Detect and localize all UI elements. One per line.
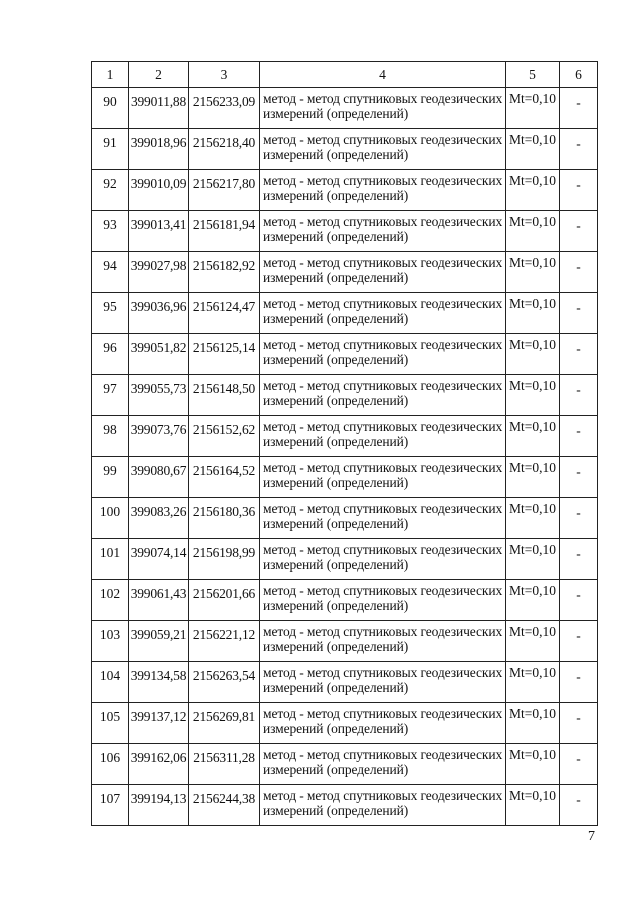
y-coordinate-cell: 2156148,50 (189, 375, 260, 416)
method-cell (260, 334, 506, 375)
y-coordinate-cell: 2156124,47 (189, 293, 260, 334)
method-text-line-1: метод - метод спутниковых геодезических (263, 255, 503, 270)
x-coordinate-cell: 399011,88 (129, 88, 189, 129)
accuracy-cell: Mt=0,10 (506, 785, 560, 826)
x-coordinate-cell: 399059,21 (129, 621, 189, 662)
point-number-cell: 93 (92, 211, 129, 252)
y-coordinate-cell: 2156152,62 (189, 416, 260, 457)
column-header-4: 4 (260, 62, 506, 88)
method-text-line-2: измерений (определений) (263, 311, 409, 326)
method-cell (260, 539, 506, 580)
method-cell (260, 498, 506, 539)
note-cell: - (560, 785, 598, 826)
method-text-line-2: измерений (определений) (263, 352, 409, 367)
page-number: 7 (588, 829, 595, 844)
point-number-cell: 91 (92, 129, 129, 170)
accuracy-cell: Mt=0,10 (506, 293, 560, 334)
note-cell: - (560, 621, 598, 662)
method-text-line-2: измерений (определений) (263, 434, 409, 449)
note-cell: - (560, 334, 598, 375)
method-text-line-1: метод - метод спутниковых геодезических (263, 665, 503, 680)
table-row (92, 744, 598, 785)
coordinates-table (91, 61, 598, 826)
method-text-line-1: метод - метод спутниковых геодезических (263, 747, 503, 762)
method-cell (260, 252, 506, 293)
method-text-line-1: метод - метод спутниковых геодезических (263, 583, 503, 598)
point-number-cell: 98 (92, 416, 129, 457)
accuracy-cell: Mt=0,10 (506, 170, 560, 211)
y-coordinate-cell: 2156198,99 (189, 539, 260, 580)
method-text-line-1: метод - метод спутниковых геодезических (263, 296, 503, 311)
method-cell (260, 662, 506, 703)
x-coordinate-cell: 399018,96 (129, 129, 189, 170)
note-cell: - (560, 211, 598, 252)
y-coordinate-cell: 2156221,12 (189, 621, 260, 662)
table-row (92, 662, 598, 703)
x-coordinate-cell: 399055,73 (129, 375, 189, 416)
point-number-cell: 103 (92, 621, 129, 662)
method-text-line-1: метод - метод спутниковых геодезических (263, 706, 503, 721)
table-row (92, 703, 598, 744)
table-row (92, 498, 598, 539)
y-coordinate-cell: 2156180,36 (189, 498, 260, 539)
accuracy-cell: Mt=0,10 (506, 662, 560, 703)
method-cell (260, 621, 506, 662)
method-text-line-2: измерений (определений) (263, 598, 409, 613)
method-cell (260, 580, 506, 621)
x-coordinate-cell: 399013,41 (129, 211, 189, 252)
method-text-line-2: измерений (определений) (263, 475, 409, 490)
method-text-line-2: измерений (определений) (263, 270, 409, 285)
note-cell: - (560, 170, 598, 211)
y-coordinate-cell: 2156181,94 (189, 211, 260, 252)
y-coordinate-cell: 2156217,80 (189, 170, 260, 211)
method-cell (260, 88, 506, 129)
y-coordinate-cell: 2156125,14 (189, 334, 260, 375)
note-cell: - (560, 129, 598, 170)
table-row (92, 785, 598, 826)
point-number-cell: 100 (92, 498, 129, 539)
point-number-cell: 95 (92, 293, 129, 334)
point-number-cell: 101 (92, 539, 129, 580)
accuracy-cell: Mt=0,10 (506, 334, 560, 375)
point-number-cell: 97 (92, 375, 129, 416)
method-text-line-1: метод - метод спутниковых геодезических (263, 624, 503, 639)
method-text-line-2: измерений (определений) (263, 106, 409, 121)
x-coordinate-cell: 399010,09 (129, 170, 189, 211)
method-text-line-2: измерений (определений) (263, 188, 409, 203)
y-coordinate-cell: 2156233,09 (189, 88, 260, 129)
note-cell: - (560, 416, 598, 457)
method-text-line-1: метод - метод спутниковых геодезических (263, 542, 503, 557)
y-coordinate-cell: 2156269,81 (189, 703, 260, 744)
y-coordinate-cell: 2156164,52 (189, 457, 260, 498)
table-row (92, 211, 598, 252)
method-text-line-1: метод - метод спутниковых геодезических (263, 419, 503, 434)
x-coordinate-cell: 399051,82 (129, 334, 189, 375)
method-cell (260, 170, 506, 211)
table-row (92, 580, 598, 621)
note-cell: - (560, 744, 598, 785)
point-number-cell: 94 (92, 252, 129, 293)
x-coordinate-cell: 399061,43 (129, 580, 189, 621)
x-coordinate-cell: 399134,58 (129, 662, 189, 703)
table-row (92, 457, 598, 498)
table-header-row (92, 62, 598, 88)
point-number-cell: 92 (92, 170, 129, 211)
x-coordinate-cell: 399137,12 (129, 703, 189, 744)
column-header-1: 1 (92, 62, 129, 88)
method-text-line-1: метод - метод спутниковых геодезических (263, 91, 503, 106)
table-row (92, 170, 598, 211)
method-cell (260, 211, 506, 252)
note-cell: - (560, 88, 598, 129)
accuracy-cell: Mt=0,10 (506, 498, 560, 539)
method-text-line-1: метод - метод спутниковых геодезических (263, 214, 503, 229)
table-row (92, 375, 598, 416)
method-cell (260, 744, 506, 785)
table-body (92, 88, 598, 826)
method-text-line-2: измерений (определений) (263, 680, 409, 695)
accuracy-cell: Mt=0,10 (506, 621, 560, 662)
accuracy-cell: Mt=0,10 (506, 375, 560, 416)
method-text-line-2: измерений (определений) (263, 229, 409, 244)
point-number-cell: 90 (92, 88, 129, 129)
method-cell (260, 703, 506, 744)
accuracy-cell: Mt=0,10 (506, 744, 560, 785)
column-header-3: 3 (189, 62, 260, 88)
x-coordinate-cell: 399027,98 (129, 252, 189, 293)
method-text-line-2: измерений (определений) (263, 762, 409, 777)
method-text-line-2: измерений (определений) (263, 393, 409, 408)
y-coordinate-cell: 2156218,40 (189, 129, 260, 170)
note-cell: - (560, 457, 598, 498)
method-text-line-1: метод - метод спутниковых геодезических (263, 173, 503, 188)
note-cell: - (560, 252, 598, 293)
method-text-line-1: метод - метод спутниковых геодезических (263, 132, 503, 147)
method-text-line-2: измерений (определений) (263, 803, 409, 818)
column-header-6: 6 (560, 62, 598, 88)
accuracy-cell: Mt=0,10 (506, 580, 560, 621)
accuracy-cell: Mt=0,10 (506, 211, 560, 252)
method-text-line-2: измерений (определений) (263, 721, 409, 736)
note-cell: - (560, 662, 598, 703)
method-text-line-1: метод - метод спутниковых геодезических (263, 788, 503, 803)
table-row (92, 293, 598, 334)
method-cell (260, 416, 506, 457)
note-cell: - (560, 703, 598, 744)
y-coordinate-cell: 2156244,38 (189, 785, 260, 826)
method-text-line-2: измерений (определений) (263, 557, 409, 572)
column-header-2: 2 (129, 62, 189, 88)
method-cell (260, 785, 506, 826)
method-cell (260, 129, 506, 170)
point-number-cell: 102 (92, 580, 129, 621)
method-text-line-1: метод - метод спутниковых геодезических (263, 501, 503, 516)
y-coordinate-cell: 2156311,28 (189, 744, 260, 785)
x-coordinate-cell: 399083,26 (129, 498, 189, 539)
accuracy-cell: Mt=0,10 (506, 457, 560, 498)
note-cell: - (560, 498, 598, 539)
x-coordinate-cell: 399036,96 (129, 293, 189, 334)
accuracy-cell: Mt=0,10 (506, 129, 560, 170)
point-number-cell: 107 (92, 785, 129, 826)
point-number-cell: 99 (92, 457, 129, 498)
note-cell: - (560, 539, 598, 580)
x-coordinate-cell: 399080,67 (129, 457, 189, 498)
method-text-line-1: метод - метод спутниковых геодезических (263, 460, 503, 475)
table-row (92, 539, 598, 580)
accuracy-cell: Mt=0,10 (506, 416, 560, 457)
accuracy-cell: Mt=0,10 (506, 88, 560, 129)
point-number-cell: 105 (92, 703, 129, 744)
x-coordinate-cell: 399162,06 (129, 744, 189, 785)
y-coordinate-cell: 2156182,92 (189, 252, 260, 293)
accuracy-cell: Mt=0,10 (506, 539, 560, 580)
table-row (92, 129, 598, 170)
point-number-cell: 106 (92, 744, 129, 785)
table-row (92, 88, 598, 129)
method-cell (260, 457, 506, 498)
method-text-line-2: измерений (определений) (263, 516, 409, 531)
x-coordinate-cell: 399074,14 (129, 539, 189, 580)
note-cell: - (560, 293, 598, 334)
note-cell: - (560, 580, 598, 621)
accuracy-cell: Mt=0,10 (506, 252, 560, 293)
method-text-line-2: измерений (определений) (263, 147, 409, 162)
x-coordinate-cell: 399194,13 (129, 785, 189, 826)
column-header-5: 5 (506, 62, 560, 88)
table-row (92, 334, 598, 375)
y-coordinate-cell: 2156201,66 (189, 580, 260, 621)
accuracy-cell: Mt=0,10 (506, 703, 560, 744)
point-number-cell: 96 (92, 334, 129, 375)
table-row (92, 252, 598, 293)
method-cell (260, 375, 506, 416)
method-text-line-1: метод - метод спутниковых геодезических (263, 337, 503, 352)
table-row (92, 621, 598, 662)
method-cell (260, 293, 506, 334)
table-row (92, 416, 598, 457)
x-coordinate-cell: 399073,76 (129, 416, 189, 457)
y-coordinate-cell: 2156263,54 (189, 662, 260, 703)
note-cell: - (560, 375, 598, 416)
point-number-cell: 104 (92, 662, 129, 703)
method-text-line-2: измерений (определений) (263, 639, 409, 654)
method-text-line-1: метод - метод спутниковых геодезических (263, 378, 503, 393)
